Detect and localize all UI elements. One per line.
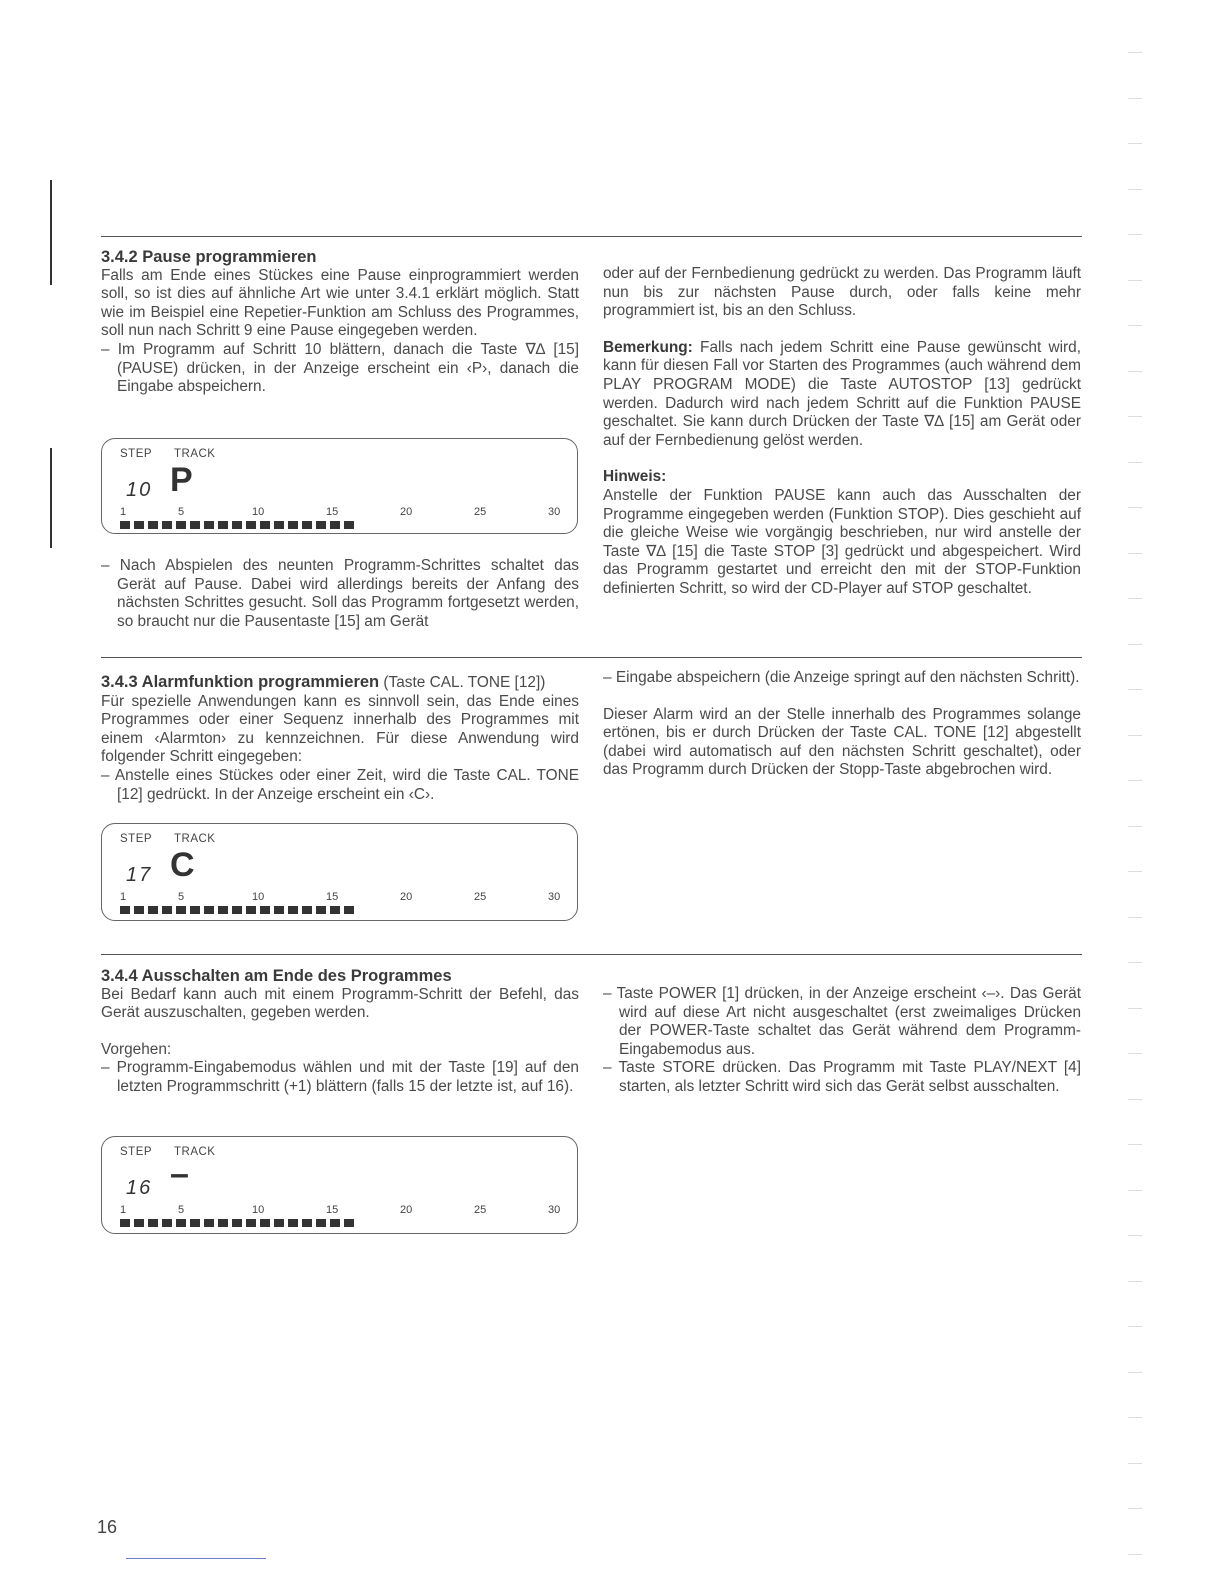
section-rule — [101, 236, 1082, 237]
lcd-scale-label: 30 — [548, 891, 561, 903]
margin-tick — [1128, 234, 1142, 235]
lcd-segment — [260, 906, 270, 914]
lcd-track-label: TRACK — [174, 833, 216, 845]
sec344-intro: Bei Bedarf kann auch mit einem Programm-Schritt der Befehl, das Gerät auszuschalten, gegeben werden. — [101, 985, 579, 1022]
lcd-segment — [274, 521, 284, 529]
margin-tick — [1128, 780, 1142, 781]
lcd-segment — [316, 906, 326, 914]
sec344-step-1: – Programm-Eingabemodus wählen und mit der Taste [19] auf den letzten Programmschritt (+1) blättern (falls 15 der letzte ist, auf 16). — [101, 1059, 579, 1095]
margin-tick — [1128, 1144, 1142, 1145]
lcd-scale-label: 25 — [474, 1204, 487, 1216]
margin-tick — [1128, 507, 1142, 508]
lcd-segment — [302, 521, 312, 529]
sec342-left-column — [101, 248, 579, 397]
lcd-segment — [204, 1219, 214, 1227]
sec343-left-column — [101, 673, 579, 804]
lcd-segment — [120, 1219, 130, 1227]
lcd-scale-label: 1 — [120, 506, 127, 518]
page-number: 16 — [97, 1517, 118, 1537]
lcd-segment — [302, 906, 312, 914]
sec343-right-column — [603, 669, 1081, 780]
section-rule — [101, 657, 1082, 658]
sec343-step-1: – Anstelle eines Stückes oder einer Zeit, wird die Taste CAL. TONE [12] gedrückt. In der Anzeige erscheint ein ‹C›. — [101, 766, 579, 803]
sec343-heading-suffix: (Taste CAL. TONE [12]) — [379, 674, 546, 691]
lcd-scale-label: 10 — [252, 506, 265, 518]
lcd-track-label: TRACK — [174, 448, 216, 460]
lcd-segment — [302, 1219, 312, 1227]
lcd-scale-label: 30 — [548, 1204, 561, 1216]
lcd-segment — [204, 521, 214, 529]
lcd-segment — [344, 521, 354, 529]
sec342-note — [603, 339, 1081, 451]
lcd-segment — [232, 906, 242, 914]
margin-tick — [1128, 416, 1142, 417]
lcd-segment — [190, 1219, 200, 1227]
margin-tick — [1128, 143, 1142, 144]
margin-tick — [1128, 1008, 1142, 1009]
lcd-scale-label: 5 — [178, 1204, 185, 1216]
sec342-step-2: – Nach Abspielen des neunten Programm-Schrittes schaltet das Gerät auf Pause. Dabei wird allerdings bereits der Anfang des nächsten Schrittes gesucht. Soll das Programm fortgesetzt werden, so braucht nur die Pausentaste [15] am Gerät — [101, 557, 579, 630]
sec342-intro: Falls am Ende eines Stückes eine Pause einprogrammiert werden soll, so ist dies auf ähnliche Art wie unter 3.4.1 erklärt möglich. Statt wie im Beispiel eine Repetier-Funktion am Schluss des Programmes, soll nun nach Schritt 9 eine Pause eingegeben werden. — [101, 266, 579, 340]
margin-tick — [1128, 1281, 1142, 1282]
lcd-segment — [162, 1219, 172, 1227]
note-text: Falls nach jedem Schritt eine Pause gewünscht wird, kann für diesen Fall vor Starten des Programmes (auch während dem PLAY PROGRAM MODE) die Taste AUTOSTOP [13] gedrückt werden. Dadurch wird nach jedem Schritt auf die Funktion PAUSE geschaltet. Sie kann durch Drücken der Taste ∇∆ [15] am Gerät oder auf der Fernbedienung gelöst werden. — [603, 338, 1081, 449]
lcd-scale-label: 5 — [178, 506, 185, 518]
lcd-segment — [134, 521, 144, 529]
lcd-step-label: STEP — [120, 448, 153, 460]
sec344-left-column — [101, 967, 579, 1097]
margin-tick — [1128, 1190, 1142, 1191]
margin-tick — [1128, 826, 1142, 827]
lcd-step-label: STEP — [120, 833, 153, 845]
sec342-left-column-2 — [101, 557, 579, 631]
margin-tick — [1128, 1508, 1142, 1509]
lcd-segment — [232, 1219, 242, 1227]
lcd-segment — [260, 521, 270, 529]
sec344-heading: 3.4.4 Ausschalten am Ende des Programmes — [101, 967, 452, 985]
lcd-segment — [288, 1219, 298, 1227]
lcd-scale-label: 20 — [400, 891, 413, 903]
lcd-segment — [260, 1219, 270, 1227]
margin-tick — [1128, 1372, 1142, 1373]
margin-tick — [1128, 1554, 1142, 1555]
margin-tick — [1128, 1463, 1142, 1464]
lcd-step-value: 16 — [126, 1177, 153, 1199]
lcd-segment — [120, 906, 130, 914]
hint-label: Hinweis: — [603, 468, 667, 486]
lcd-segment — [148, 1219, 158, 1227]
lcd-segment — [148, 906, 158, 914]
lcd-segment — [148, 521, 158, 529]
lcd-segment — [134, 906, 144, 914]
section-rule — [101, 954, 1082, 955]
lcd-scale-label: 15 — [326, 506, 339, 518]
lcd-scale-label: 10 — [252, 891, 265, 903]
lcd-scale-label: 20 — [400, 1204, 413, 1216]
lcd-segment — [330, 906, 340, 914]
lcd-segment — [288, 906, 298, 914]
margin-tick — [1128, 644, 1142, 645]
lcd-segment — [316, 1219, 326, 1227]
lcd-track-label: TRACK — [174, 1146, 216, 1158]
lcd-segment — [176, 1219, 186, 1227]
margin-tick — [1128, 553, 1142, 554]
margin-tick — [1128, 52, 1142, 53]
margin-tick — [1128, 735, 1142, 736]
sec344-procedure-label: Vorgehen: — [101, 1040, 172, 1058]
sec344-step-2: – Taste POWER [1] drücken, in der Anzeige erscheint ‹–›. Das Gerät wird auf diese Art nicht ausgeschaltet (erst zweimaliges Drücken der POWER-Taste schaltet das Gerät während dem Programm-Eingabemodus aus. — [603, 985, 1081, 1058]
lcd-step-value: 17 — [126, 864, 153, 886]
lcd-segment — [344, 1219, 354, 1227]
lcd-segment — [288, 521, 298, 529]
note-label: Bemerkung: — [603, 338, 693, 356]
lcd-segment — [120, 521, 130, 529]
lcd-display-alarm — [101, 823, 578, 921]
lcd-segment — [330, 521, 340, 529]
margin-tick — [1128, 325, 1142, 326]
sec342-step-1: – Im Programm auf Schritt 10 blättern, danach die Taste ∇∆ [15] (PAUSE) drücken, in der Anzeige erscheint ein ‹P›, danach die Eingabe abspeichern. — [101, 340, 579, 396]
margin-bar — [50, 448, 52, 548]
lcd-scale-label: 25 — [474, 891, 487, 903]
lcd-segment — [330, 1219, 340, 1227]
lcd-segment — [274, 1219, 284, 1227]
lcd-segment — [274, 906, 284, 914]
lcd-segment — [218, 521, 228, 529]
footer-rule — [126, 1558, 266, 1559]
margin-tick — [1128, 371, 1142, 372]
lcd-scale-label: 5 — [178, 891, 185, 903]
lcd-step-bar — [120, 1219, 354, 1227]
sec342-right-column — [603, 265, 1081, 599]
lcd-segment — [204, 906, 214, 914]
lcd-segment — [176, 906, 186, 914]
sec343-heading: 3.4.3 Alarmfunktion programmieren — [101, 673, 380, 691]
lcd-segment — [190, 906, 200, 914]
lcd-track-value: – — [170, 1155, 189, 1193]
lcd-segment — [134, 1219, 144, 1227]
lcd-segment — [218, 906, 228, 914]
margin-tick — [1128, 189, 1142, 190]
sec343-intro: Für spezielle Anwendungen kann es sinnvoll sein, das Ende eines Programmes oder einer Sequenz innerhalb des Programmes mit einem ‹Alarmton› zu kennzeichnen. Für diese Anwendung wird folgender Schritt eingegeben: — [101, 692, 579, 766]
margin-tick — [1128, 1235, 1142, 1236]
lcd-segment — [246, 521, 256, 529]
sec344-right-column — [603, 985, 1081, 1097]
sec342-heading: 3.4.2 Pause programmieren — [101, 248, 317, 266]
sec342-continuation: oder auf der Fernbedienung gedrückt zu werden. Das Programm läuft nun bis zur nächsten Pause durch, oder falls keine mehr programmiert ist, bis an den Schluss. — [603, 265, 1081, 320]
lcd-segment — [162, 906, 172, 914]
lcd-step-label: STEP — [120, 1146, 153, 1158]
margin-tick — [1128, 1326, 1142, 1327]
margin-tick — [1128, 1417, 1142, 1418]
sec343-alarm-text: Dieser Alarm wird an der Stelle innerhalb des Programmes solange ertönen, bis er durch Drücken der Taste CAL. TONE [12] abgestellt (dabei wird automatisch auf den nächsten Schritt geschaltet), oder das Programm durch Drücken der Stopp-Taste abgebrochen wird. — [603, 705, 1081, 779]
margin-tick — [1128, 871, 1142, 872]
lcd-segment — [190, 521, 200, 529]
lcd-scale-label: 15 — [326, 1204, 339, 1216]
lcd-scale-label: 30 — [548, 506, 561, 518]
lcd-segment — [162, 521, 172, 529]
lcd-scale-label: 25 — [474, 506, 487, 518]
margin-tick — [1128, 962, 1142, 963]
lcd-segment — [246, 906, 256, 914]
margin-tick — [1128, 98, 1142, 99]
lcd-segment — [344, 906, 354, 914]
margin-tick — [1128, 462, 1142, 463]
lcd-segment — [176, 521, 186, 529]
margin-bar — [50, 180, 52, 285]
lcd-display-pause — [101, 438, 578, 534]
margin-tick — [1128, 280, 1142, 281]
sec344-step-3: – Taste STORE drücken. Das Programm mit Taste PLAY/NEXT [4] starten, als letzter Schritt wird sich das Gerät selbst ausschalten. — [603, 1059, 1081, 1095]
hint-text: Anstelle der Funktion PAUSE kann auch das Ausschalten der Programme eingegeben werden (Funktion STOP). Dies geschieht auf die gleiche Weise wie vorgängig beschrieben, nur wird anstelle der Taste ∇∆ [15] die Taste STOP [3] gedrückt und abgespeichert. Wird das Programm gestartet und erreicht den mit der STOP-Funktion definierten Schritt, so wird der CD-Player auf STOP geschaltet. — [603, 486, 1081, 597]
margin-tick — [1128, 917, 1142, 918]
lcd-track-value: C — [170, 846, 195, 884]
lcd-step-value: 10 — [126, 479, 153, 501]
lcd-segment — [232, 521, 242, 529]
margin-tick — [1128, 1053, 1142, 1054]
margin-tick — [1128, 689, 1142, 690]
lcd-step-bar — [120, 521, 354, 529]
margin-tick — [1128, 598, 1142, 599]
lcd-scale-label: 1 — [120, 1204, 127, 1216]
lcd-display-off — [101, 1136, 578, 1234]
lcd-scale-label: 20 — [400, 506, 413, 518]
margin-tick — [1128, 1099, 1142, 1100]
lcd-step-bar — [120, 906, 354, 914]
lcd-scale-label: 10 — [252, 1204, 265, 1216]
lcd-scale-label: 1 — [120, 891, 127, 903]
sec343-step-2: – Eingabe abspeichern (die Anzeige springt auf den nächsten Schritt). — [603, 669, 1080, 686]
lcd-track-value: P — [170, 461, 193, 499]
lcd-segment — [246, 1219, 256, 1227]
lcd-scale-label: 15 — [326, 891, 339, 903]
lcd-segment — [316, 521, 326, 529]
lcd-segment — [218, 1219, 228, 1227]
